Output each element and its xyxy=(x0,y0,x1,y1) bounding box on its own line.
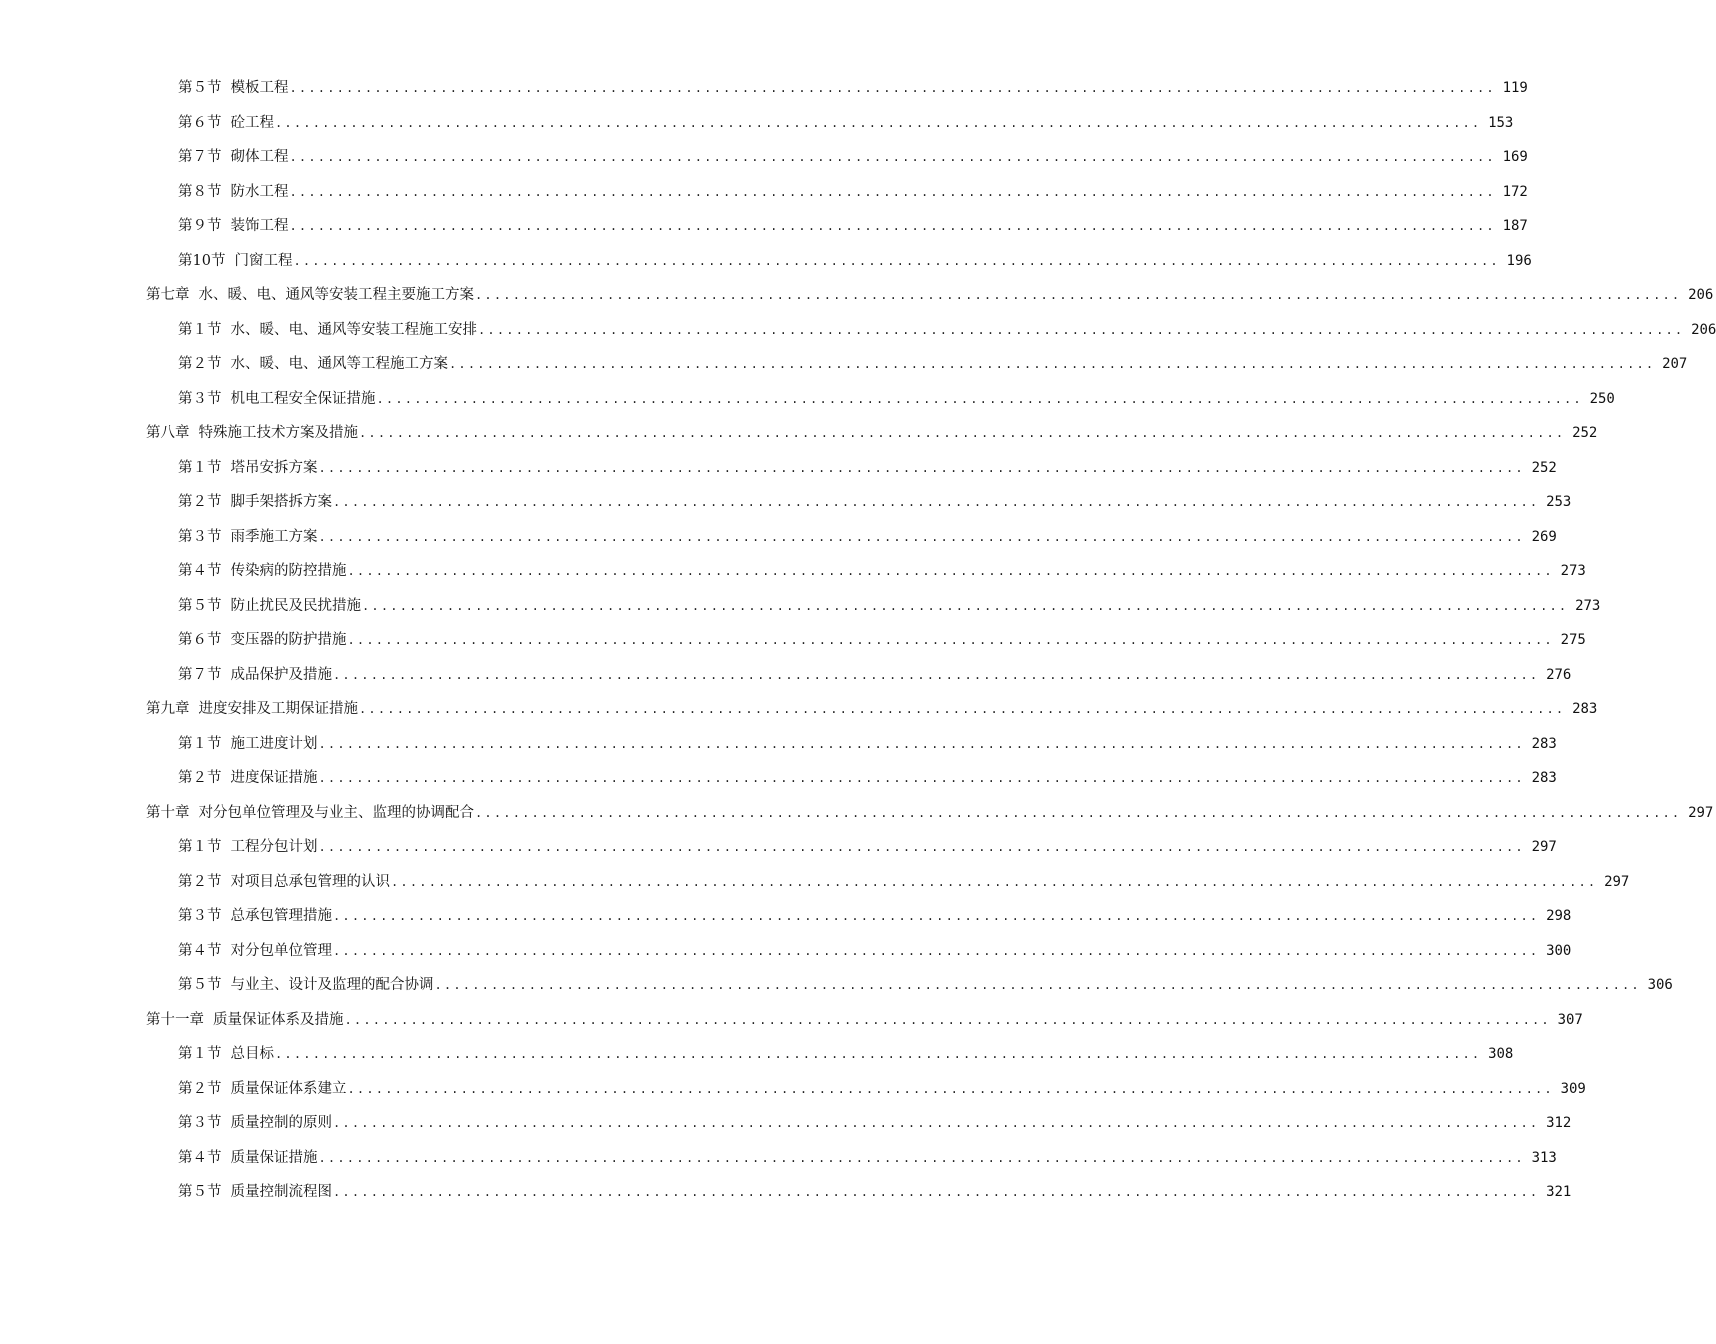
toc-section-entry[interactable] xyxy=(0,1037,1514,1072)
toc-page-number: 252 xyxy=(1531,459,1557,476)
toc-page-number: 307 xyxy=(1557,1011,1583,1028)
toc-dot-leader: ................................................................................................................................ xyxy=(289,150,1496,165)
toc-dot-leader: ................................................................................................................................ xyxy=(347,633,1554,648)
toc-entry-title: 质量控制的原则 xyxy=(230,1115,332,1131)
toc-entry-number: 第９节 xyxy=(178,218,222,234)
toc-page-number: 312 xyxy=(1546,1115,1572,1132)
toc-page-number: 321 xyxy=(1546,1184,1572,1201)
toc-section-entry[interactable] xyxy=(0,382,1615,417)
toc-dot-leader: ................................................................................................................................ xyxy=(318,460,1525,475)
toc-page-number: 269 xyxy=(1531,528,1557,545)
toc-dot-leader: ................................................................................................................................ xyxy=(359,702,1566,717)
toc-section-entry[interactable] xyxy=(0,968,1673,1003)
toc-entry-title: 传染病的防控措施 xyxy=(230,563,347,579)
toc-dot-leader: ................................................................................................................................ xyxy=(475,288,1682,303)
toc-entry-number: 第３节 xyxy=(178,390,222,407)
toc-entry-number: 第５节 xyxy=(178,977,222,993)
toc-page-number: 206 xyxy=(1691,321,1716,338)
toc-page-number: 283 xyxy=(1531,735,1557,752)
toc-section-entry[interactable] xyxy=(0,1175,1572,1210)
toc-entry-title: 质量保证体系及措施 xyxy=(213,1011,344,1028)
toc-entry-title: 进度安排及工期保证措施 xyxy=(198,701,358,717)
toc-section-entry[interactable] xyxy=(0,727,1557,762)
table-of-contents xyxy=(0,71,1716,1210)
toc-entry-title: 门窗工程 xyxy=(234,252,293,269)
toc-entry-title: 砼工程 xyxy=(230,114,274,131)
toc-dot-leader: ................................................................................................................................ xyxy=(391,874,1598,889)
toc-page-number: 297 xyxy=(1604,873,1630,890)
toc-section-entry[interactable] xyxy=(0,244,1532,279)
toc-dot-leader: ................................................................................................................................ xyxy=(333,1116,1540,1131)
toc-section-entry[interactable] xyxy=(0,830,1557,865)
toc-entry-title: 与业主、设计及监理的配合协调 xyxy=(230,977,434,993)
toc-section-entry[interactable] xyxy=(0,106,1514,141)
toc-page-number: 153 xyxy=(1488,114,1514,131)
toc-page-number: 306 xyxy=(1647,977,1673,994)
toc-section-entry[interactable] xyxy=(0,485,1572,520)
toc-entry-number: 第３节 xyxy=(178,908,222,924)
toc-entry-title: 对分包单位管理 xyxy=(230,942,332,959)
toc-page-number: 276 xyxy=(1546,666,1572,683)
toc-entry-title: 变压器的防护措施 xyxy=(230,632,347,648)
toc-entry-title: 塔吊安拆方案 xyxy=(230,459,318,476)
toc-entry-number: 第５节 xyxy=(178,1184,222,1200)
toc-entry-number: 第３节 xyxy=(178,528,222,545)
toc-section-entry[interactable] xyxy=(0,451,1557,486)
toc-entry-title: 防止扰民及民扰措施 xyxy=(230,597,361,614)
toc-page-number: 207 xyxy=(1662,356,1688,373)
toc-page-number: 297 xyxy=(1688,804,1714,821)
toc-entry-title: 对项目总承包管理的认识 xyxy=(230,873,390,890)
toc-page-number: 283 xyxy=(1572,701,1598,718)
toc-entry-number: 第２节 xyxy=(178,873,222,890)
toc-dot-leader: ................................................................................................................................ xyxy=(318,529,1525,544)
toc-page-number: 187 xyxy=(1502,218,1528,235)
toc-page-number: 172 xyxy=(1502,183,1528,200)
toc-entry-title: 水、暖、电、通风等安装工程主要施工方案 xyxy=(198,287,474,303)
toc-page-number: 273 xyxy=(1560,563,1586,580)
toc-entry-number: 第６节 xyxy=(178,114,222,131)
toc-section-entry[interactable] xyxy=(0,658,1572,693)
toc-entry-number: 第２节 xyxy=(178,770,222,786)
toc-page-number: 308 xyxy=(1488,1046,1514,1063)
toc-entry-title: 质量保证措施 xyxy=(230,1149,318,1166)
toc-section-entry[interactable] xyxy=(0,1072,1586,1107)
toc-section-entry[interactable] xyxy=(0,589,1601,624)
toc-entry-title: 进度保证措施 xyxy=(230,770,318,786)
toc-entry-title: 总目标 xyxy=(230,1046,274,1062)
toc-section-entry[interactable] xyxy=(0,71,1528,106)
toc-entry-number: 第九章 xyxy=(146,701,190,717)
toc-page-number: 196 xyxy=(1506,252,1532,269)
toc-page-number: 297 xyxy=(1531,839,1557,856)
toc-section-entry[interactable] xyxy=(0,347,1688,382)
toc-entry-number: 第十一章 xyxy=(146,1011,204,1028)
toc-section-entry[interactable] xyxy=(0,175,1528,210)
toc-entry-title: 质量保证体系建立 xyxy=(230,1080,347,1097)
toc-dot-leader: ................................................................................................................................ xyxy=(362,598,1569,613)
toc-chapter-entry[interactable] xyxy=(0,796,1714,831)
toc-dot-leader: ................................................................................................................................ xyxy=(333,943,1540,958)
toc-entry-title: 工程分包计划 xyxy=(230,839,318,855)
toc-dot-leader: ................................................................................................................................ xyxy=(275,1047,1482,1062)
toc-chapter-entry[interactable] xyxy=(0,416,1598,451)
toc-dot-leader: ................................................................................................................................ xyxy=(289,184,1496,199)
toc-entry-title: 砌体工程 xyxy=(230,149,289,165)
toc-entry-number: 第８节 xyxy=(178,183,222,200)
toc-entry-number: 第七章 xyxy=(146,287,190,303)
toc-dot-leader: ................................................................................................................................ xyxy=(333,909,1540,924)
toc-entry-title: 雨季施工方案 xyxy=(230,528,318,545)
toc-section-entry[interactable] xyxy=(0,313,1716,348)
toc-entry-title: 成品保护及措施 xyxy=(230,666,332,683)
toc-page-number: 309 xyxy=(1560,1080,1586,1097)
toc-entry-title: 质量控制流程图 xyxy=(230,1184,332,1200)
toc-entry-title: 机电工程安全保证措施 xyxy=(230,390,376,407)
toc-dot-leader: ................................................................................................................................ xyxy=(333,1185,1540,1200)
toc-section-entry[interactable] xyxy=(0,899,1572,934)
toc-page-number: 283 xyxy=(1531,770,1557,787)
toc-dot-leader: ................................................................................................................................ xyxy=(318,771,1525,786)
toc-entry-number: 第５节 xyxy=(178,597,222,614)
toc-page-number: 119 xyxy=(1502,80,1528,97)
toc-entry-number: 第10节 xyxy=(178,252,226,269)
toc-page-number: 298 xyxy=(1546,908,1572,925)
toc-entry-number: 第５节 xyxy=(178,80,222,96)
toc-chapter-entry[interactable] xyxy=(0,1003,1583,1038)
toc-section-entry[interactable] xyxy=(0,554,1586,589)
toc-entry-number: 第１节 xyxy=(178,459,222,476)
toc-entry-number: 第八章 xyxy=(146,425,190,441)
toc-entry-number: 第４节 xyxy=(178,1149,222,1166)
toc-entry-title: 施工进度计划 xyxy=(230,735,318,752)
toc-section-entry[interactable] xyxy=(0,761,1557,796)
toc-chapter-entry[interactable] xyxy=(0,692,1598,727)
toc-page-number: 169 xyxy=(1502,149,1528,166)
toc-page-number: 250 xyxy=(1589,390,1615,407)
toc-dot-leader: ................................................................................................................................ xyxy=(289,81,1496,96)
toc-chapter-entry[interactable] xyxy=(0,278,1714,313)
toc-page-number: 273 xyxy=(1575,597,1601,614)
toc-entry-title: 水、暖、电、通风等安装工程施工安排 xyxy=(230,321,477,338)
toc-section-entry[interactable] xyxy=(0,140,1528,175)
toc-dot-leader: ................................................................................................................................ xyxy=(475,805,1682,820)
toc-dot-leader: ................................................................................................................................ xyxy=(434,978,1641,993)
toc-dot-leader: ................................................................................................................................ xyxy=(344,1012,1551,1027)
toc-entry-number: 第４节 xyxy=(178,563,222,579)
toc-dot-leader: ................................................................................................................................ xyxy=(478,322,1685,337)
toc-dot-leader: ................................................................................................................................ xyxy=(318,736,1525,751)
toc-entry-title: 总承包管理措施 xyxy=(230,908,332,924)
toc-section-entry[interactable] xyxy=(0,934,1572,969)
toc-section-entry[interactable] xyxy=(0,209,1528,244)
toc-page-number: 253 xyxy=(1546,494,1572,511)
toc-entry-number: 第十章 xyxy=(146,804,190,821)
toc-entry-title: 模板工程 xyxy=(230,80,289,96)
toc-entry-number: 第６节 xyxy=(178,632,222,648)
toc-section-entry[interactable] xyxy=(0,865,1630,900)
toc-entry-number: 第１节 xyxy=(178,1046,222,1062)
toc-section-entry[interactable] xyxy=(0,520,1557,555)
toc-entry-title: 防水工程 xyxy=(230,183,289,200)
toc-dot-leader: ................................................................................................................................ xyxy=(359,426,1566,441)
toc-entry-number: 第１节 xyxy=(178,839,222,855)
toc-section-entry[interactable] xyxy=(0,1141,1557,1176)
toc-dot-leader: ................................................................................................................................ xyxy=(449,357,1656,372)
toc-entry-number: 第２节 xyxy=(178,1080,222,1097)
toc-entry-number: 第４节 xyxy=(178,942,222,959)
toc-dot-leader: ................................................................................................................................ xyxy=(333,495,1540,510)
toc-page-number: 313 xyxy=(1531,1149,1557,1166)
toc-entry-title: 装饰工程 xyxy=(230,218,289,234)
toc-section-entry[interactable] xyxy=(0,623,1586,658)
toc-entry-title: 水、暖、电、通风等工程施工方案 xyxy=(230,356,448,372)
toc-dot-leader: ................................................................................................................................ xyxy=(289,219,1496,234)
toc-entry-number: 第７节 xyxy=(178,666,222,683)
toc-entry-number: 第２节 xyxy=(178,494,222,510)
toc-page-number: 300 xyxy=(1546,942,1572,959)
toc-entry-number: 第１节 xyxy=(178,321,222,338)
toc-entry-number: 第３节 xyxy=(178,1115,222,1131)
toc-dot-leader: ................................................................................................................................ xyxy=(275,115,1482,130)
toc-dot-leader: ................................................................................................................................ xyxy=(293,253,1500,268)
toc-entry-number: 第７节 xyxy=(178,149,222,165)
toc-dot-leader: ................................................................................................................................ xyxy=(376,391,1583,406)
toc-dot-leader: ................................................................................................................................ xyxy=(347,1081,1554,1096)
toc-dot-leader: ................................................................................................................................ xyxy=(318,1150,1525,1165)
toc-entry-number: 第２节 xyxy=(178,356,222,372)
toc-dot-leader: ................................................................................................................................ xyxy=(333,667,1540,682)
toc-entry-title: 对分包单位管理及与业主、监理的协调配合 xyxy=(198,804,474,821)
toc-page-number: 252 xyxy=(1572,425,1598,442)
toc-entry-number: 第１节 xyxy=(178,735,222,752)
toc-section-entry[interactable] xyxy=(0,1106,1572,1141)
toc-page-number: 275 xyxy=(1560,632,1586,649)
toc-entry-title: 脚手架搭拆方案 xyxy=(230,494,332,510)
toc-dot-leader: ................................................................................................................................ xyxy=(347,564,1554,579)
toc-entry-title: 特殊施工技术方案及措施 xyxy=(198,425,358,441)
toc-dot-leader: ................................................................................................................................ xyxy=(318,840,1525,855)
toc-page-number: 206 xyxy=(1688,287,1714,304)
